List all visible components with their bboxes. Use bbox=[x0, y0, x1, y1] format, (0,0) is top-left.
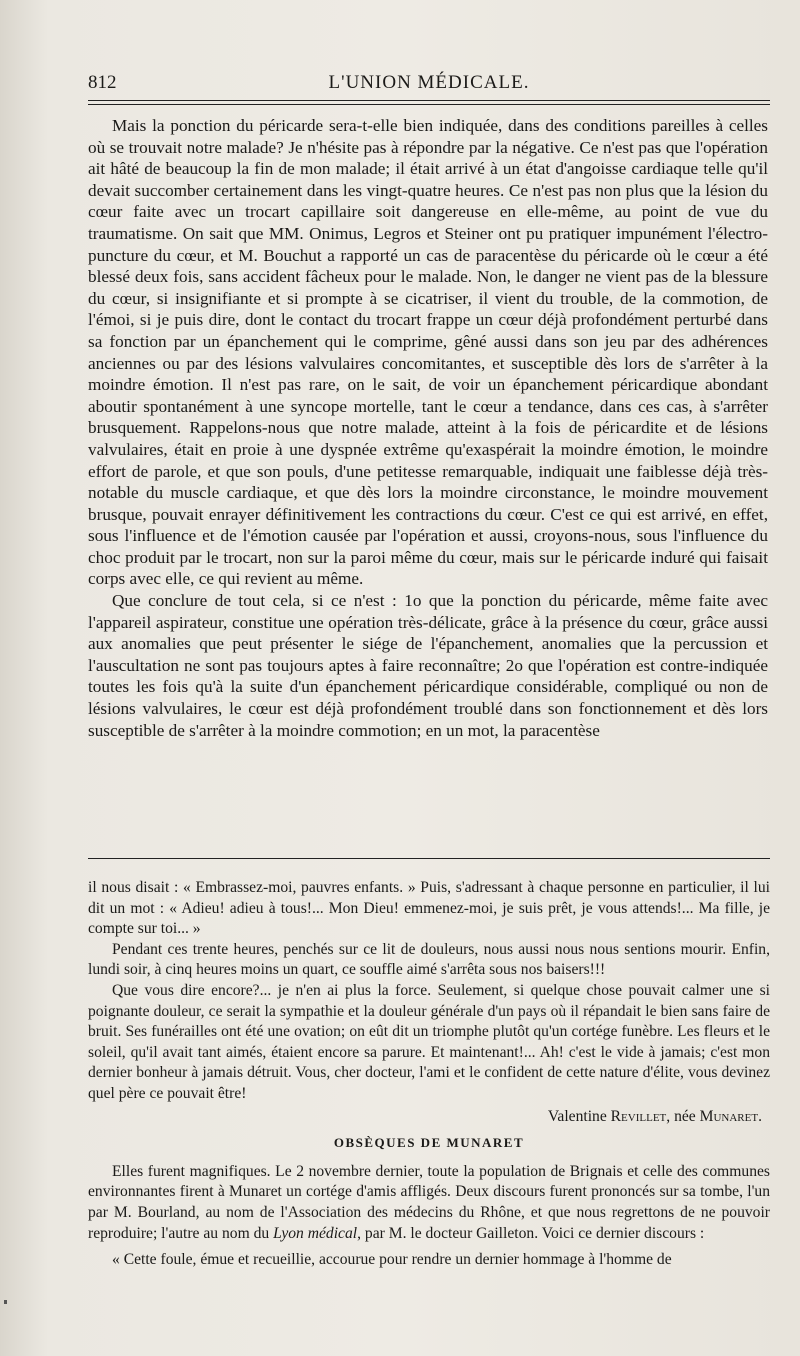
section-heading: OBSÈQUES DE MUNARET bbox=[333, 1135, 525, 1151]
obseques-paragraph-1 bbox=[88, 1162, 770, 1244]
signature-maiden-name: Munaret bbox=[699, 1107, 759, 1125]
feuilleton-separator bbox=[88, 858, 770, 859]
article-paragraph-1: Mais la ponction du péricarde sera-t-elle bien indiquée, dans des conditions pareilles à celles où se trouvait notre malade? Je n'hésite pas à répondre par la négative. Ce n'est pas que l'opération ait hâté de beaucoup la fin de mon malade; il était arrivé à un état d'angoisse cardiaque telle qu'il devait succomber certainement dans les vingt-quatre heures. Ce n'est pas non plus que la lésion du cœur faite avec un trocart capillaire soit dangereuse en elle-même, au point de vue du traumatisme. On sait que MM. Onimus, Legros et Steiner ont pu pratiquer impunément l'électro-puncture du cœur, et M. Bouchut a rapporté un cas de paracentèse du péricarde où le cœur a été blessé deux fois, sans accident fâcheux pour le malade. Non, le danger ne vient pas de la blessure du cœur, si insignifiante et si prompte à se cicatriser, il vient du trouble, de la commotion, de l'émoi, si je puis dire, dont le contact du trocart frappe un cœur déjà profondément perturbé dans sa fonction par un épanchement qui le comprime, gêné aussi dans son jeu par des adhérences anciennes ou par des lésions valvulaires concomitantes, et susceptible dès lors de s'arrêter à la moindre émotion. Il n'est pas rare, on le sait, de voir un épanchement péricardique abondant aboutir spontanément à une syncope mortelle, tant le cœur a tendance, dans ces cas, à s'arrêter brusquement. Rappelons-nous que notre malade, atteint à la fois de péricardite et de lésions valvulaires, était en proie à une dyspnée extrême qu'exaspérait la moindre émotion, le moindre effort de parole, et que son pouls, d'une petitesse remarquable, indiquait une faiblesse déjà très-notable du muscle cardiaque, et que dès lors la moindre circonstance, le moindre mouvement brusque, pouvait enrayer définitivement les contractions du cœur. C'est ce qui est arrivé, en effet, sous l'influence et de l'émotion causée par l'opération et aussi, croyons-nous, sous l'influence du choc produit par le trocart, non sur la paroi même du cœur, mais sur le péricarde induré qui faisait corps avec elle, ce qui revient au même. bbox=[88, 116, 768, 589]
journal-name: Lyon médical bbox=[273, 1224, 358, 1242]
header-rule bbox=[88, 100, 770, 105]
feuilleton bbox=[88, 878, 770, 1271]
page-header bbox=[88, 72, 770, 96]
obseques-text: Elles furent magnifiques. Le 2 novembre dernier, toute la population de Brignais et celle des communes environnantes firent à Munaret un cortége d'amis affligés. Deux discours furent prononcés sur sa tombe, l'un par M. Bourland, au nom de l'Association des médecins du Rhône, et que nous regrettons de ne pouvoir reproduire; l'autre au nom du bbox=[88, 1162, 770, 1242]
obseques-paragraph-2: « Cette foule, émue et recueillie, accourue pour rendre un dernier hommage à l'homme de bbox=[112, 1251, 672, 1269]
page-number: 812 bbox=[88, 72, 117, 93]
running-title: L'UNION MÉDICALE. bbox=[328, 72, 530, 93]
feuilleton-paragraph-3: Que vous dire encore?... je n'en ai plus la force. Seulement, si quelque chose pouvait calmer une si poignante douleur, ce serait la sympathie et la douleur générale d'un pays où il répandait le bien sans faire de bruit. Ses funérailles ont été une ovation; on eût dit un triomphe plutôt qu'un cortége funèbre. Les fleurs et le soleil, qu'il avait tant aimés, étaient encore sa parure. Et maintenant!... Ah! c'est le vide à jamais; c'est mon dernier bonheur à jamais détruit. Vous, cher docteur, l'ami et le confident de cette nature d'élite, vous devinez quel père ce pouvait être! bbox=[88, 981, 770, 1102]
article-paragraph-2: Que conclure de tout cela, si ce n'est : 1o que la ponction du péricarde, même faite avec l'appareil aspirateur, constitue une opération très-délicate, grâce à la présence du cœur, grâce aussi aux anomalies que peut présenter le siége de l'épanchement, anomalies que la percussion et l'auscultation ne sont pas toujours aptes à faire reconnaître; 2o que l'opération est contre-indiquée toutes les fois qu'à la suite d'un épanchement péricardique considérable, compliqué ou non de lésions valvulaires, le cœur est déjà profondément troublé dans son fonctionnement et dès lors susceptible de s'arrêter à la moindre commotion; en un mot, la paracentèse bbox=[88, 591, 768, 740]
obseques-tail: , par M. le docteur Gailleton. Voici ce dernier discours : bbox=[357, 1224, 705, 1242]
feuilleton-paragraph-1: il nous disait : « Embrassez-moi, pauvres enfants. » Puis, s'adressant à chaque personne en particulier, il lui dit un mot : « Adieu! adieu à tous!... Mon Dieu! emmenez-moi, je suis prêt, je vous attends!... Ma fille, je compte sur toi... » bbox=[88, 879, 770, 938]
letter-signature bbox=[88, 1107, 770, 1128]
main-article bbox=[88, 115, 768, 741]
binding-mark bbox=[4, 1300, 7, 1304]
signature-first-name: Valentine bbox=[547, 1107, 611, 1125]
signature-surname: Revillet bbox=[610, 1107, 667, 1125]
feuilleton-paragraph-2: Pendant ces trente heures, penchés sur ce lit de douleurs, nous aussi nous nous sentions mourir. Enfin, lundi soir, à cinq heures moins un quart, ce souffle aimé s'arrêta sous nos baisers!!! bbox=[88, 940, 770, 979]
signature-period: . bbox=[758, 1107, 762, 1125]
signature-nee: , née bbox=[666, 1107, 700, 1125]
